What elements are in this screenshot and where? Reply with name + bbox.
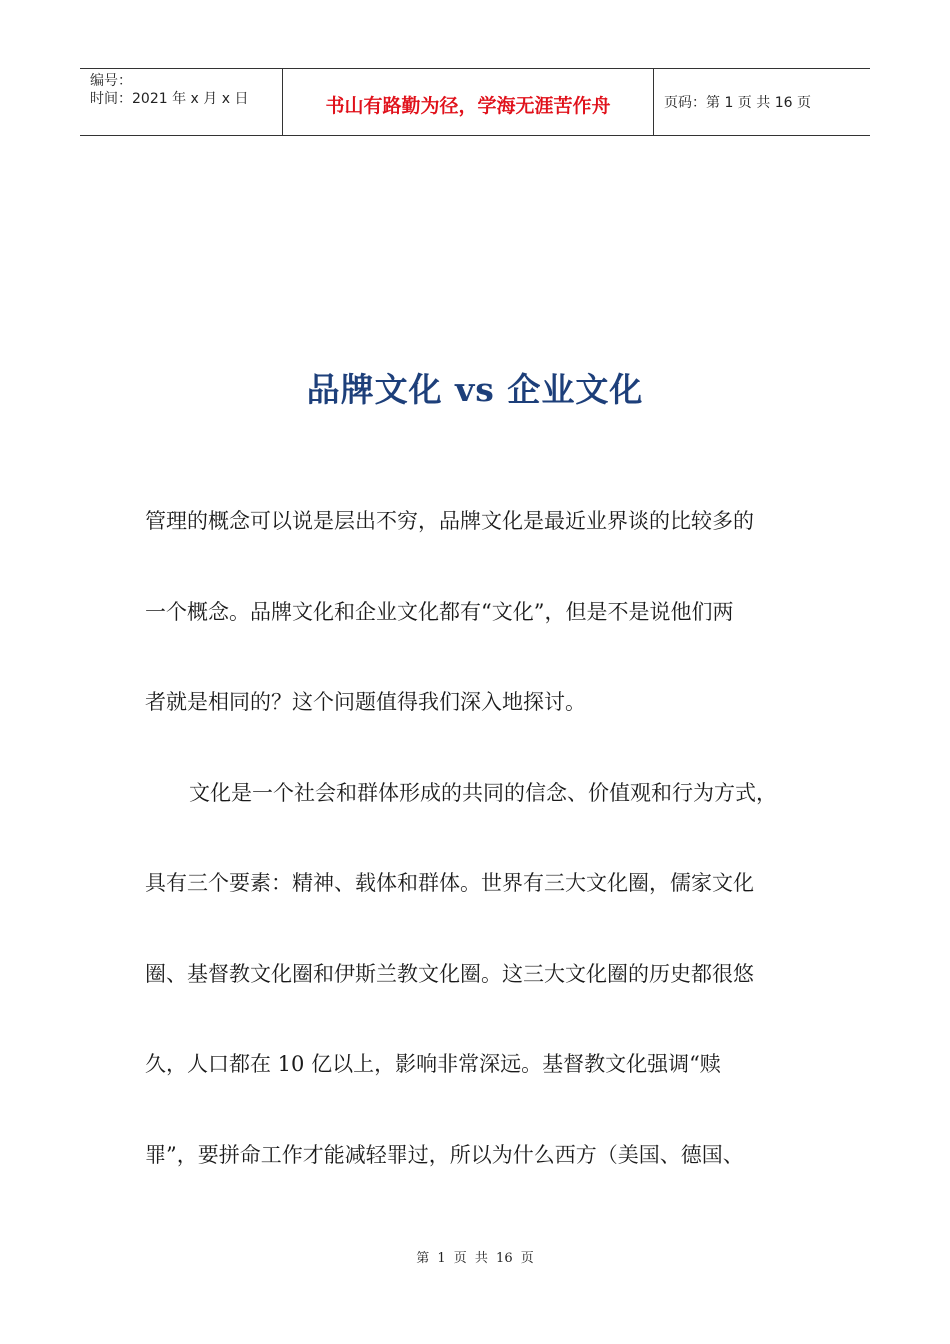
- number-label: 编号：: [90, 73, 132, 89]
- header-motto: 书山有路勤为径，学海无涯苦作舟: [282, 69, 654, 135]
- header-page-info: 页码：第 1 页 共 16 页: [664, 95, 811, 111]
- document-header: [80, 68, 870, 136]
- body-line: 者就是相同的？这个问题值得我们深入地探讨。: [145, 690, 586, 714]
- header-meta: [80, 69, 282, 135]
- body-line: 罪”，要拼命工作才能减轻罪过，所以为什么西方（美国、德国、: [145, 1142, 744, 1167]
- time-label: 时间：2021 年 x 月 x 日: [90, 91, 249, 107]
- page-footer: 第 1 页 共 16 页: [416, 1251, 534, 1266]
- body-line: 一个概念。品牌文化和企业文化都有“文化”，但是不是说他们两: [145, 599, 734, 624]
- body-line: 圈、基督教文化圈和伊斯兰教文化圈。这三大文化圈的历史都很悠: [145, 961, 754, 986]
- body-line: 管理的概念可以说是层出不穷，品牌文化是最近业界谈的比较多的: [145, 509, 754, 533]
- document-title: 品牌文化 vs 企业文化: [306, 370, 644, 409]
- body-line: 久，人口都在 10 亿以上，影响非常深远。基督教文化强调“赎: [145, 1052, 721, 1076]
- body-line: 具有三个要素：精神、载体和群体。世界有三大文化圈，儒家文化: [145, 871, 754, 895]
- body-line: 文化是一个社会和群体形成的共同的信念、价值观和行为方式，: [189, 780, 777, 805]
- document-body: [145, 476, 815, 1200]
